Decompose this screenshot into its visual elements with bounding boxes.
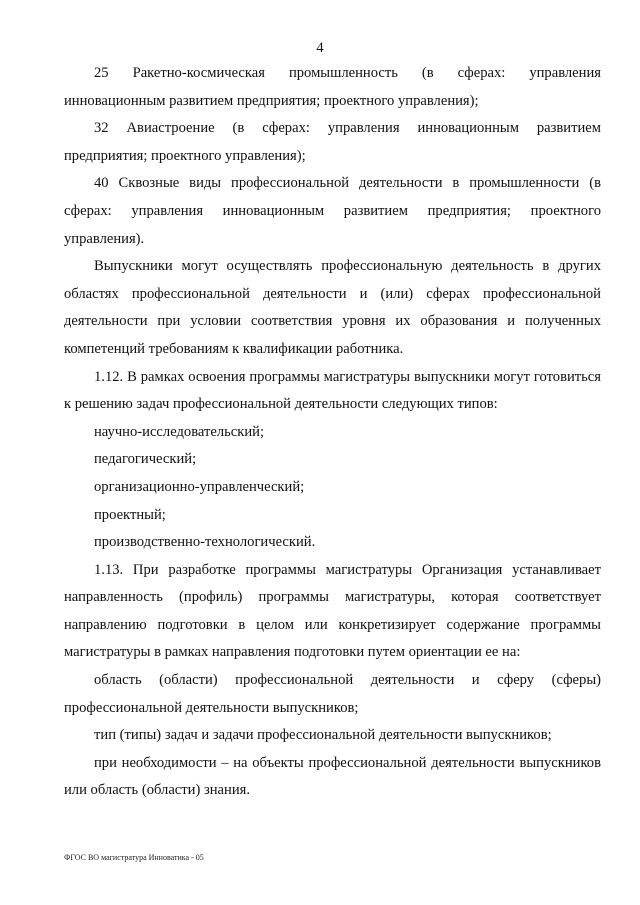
list-item-research: научно-исследовательский; xyxy=(94,423,265,440)
document-body xyxy=(64,60,601,805)
paragraph-section-1-12: 1.12. В рамках освоения программы магистратуры выпускники могут готовиться к решению задач профессиональной деятельности следующих типов: xyxy=(64,368,601,413)
list-item-organizational: организационно-управленческий; xyxy=(94,478,305,495)
page-footer: ФГОС ВО магистратура Инноватика - 05 xyxy=(64,853,204,862)
page-number: 4 xyxy=(316,40,324,56)
list-item-pedagogical: педагогический; xyxy=(94,451,197,468)
paragraph-industry-32: 32 Авиастроение (в сферах: управления инновационным развитием предприятия; проектного управления); xyxy=(64,120,601,164)
paragraph-orientation-objects: при необходимости – на объекты профессиональной деятельности выпускников или область (области) знания. xyxy=(64,754,601,799)
list-item-production: производственно-технологический. xyxy=(94,534,316,551)
paragraph-industry-25: 25 Ракетно-космическая промышленность (в сферах: управления инновационным развитием предприятия; проектного управления); xyxy=(64,65,601,109)
paragraph-orientation-tasks: тип (типы) задач и задачи профессиональной деятельности выпускников; xyxy=(94,727,552,744)
paragraph-section-1-13: 1.13. При разработке программы магистратуры Организация устанавливает направленность (профиль) программы магистратуры, которая соответствует направлению подготовки в целом или конкретизирует содержание программы магистратуры в рамках направления подготовки путем ориентации ее на: xyxy=(64,561,601,661)
paragraph-industry-40: 40 Сквозные виды профессиональной деятельности в промышленности (в сферах: управления инновационным развитием предприятия; проектного управления). xyxy=(64,175,601,247)
paragraph-graduates-other-areas: Выпускники могут осуществлять профессиональную деятельность в других областях профессиональной деятельности и (или) сферах профессиональной деятельности при условии соответствия уровня их образования и полученных компетенций требованиям к квалификации работника. xyxy=(64,258,601,357)
paragraph-orientation-area: область (области) профессиональной деятельности и сферу (сферы) профессиональной деятельности выпускников; xyxy=(64,672,601,716)
list-item-project: проектный; xyxy=(94,506,166,523)
